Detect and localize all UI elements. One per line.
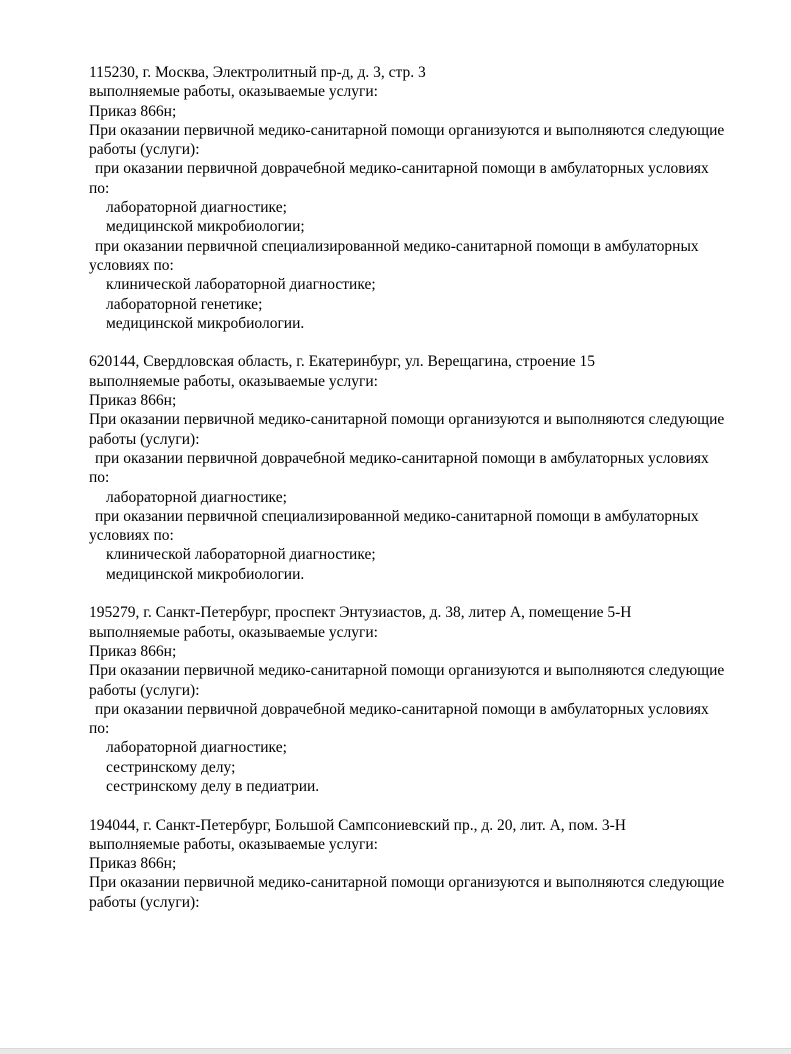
text-line: лабораторной диагностике; (106, 199, 287, 217)
text-line: Приказ 866н; (89, 102, 177, 120)
text-line: работы (услуги): (89, 430, 200, 448)
text-line: При оказании первичной медико-санитарной помощи организуются и выполняются следующие (89, 874, 725, 892)
text-line: лабораторной диагностике; (106, 739, 287, 757)
license-address-block (89, 63, 779, 333)
text-line: выполняемые работы, оказываемые услуги: (89, 623, 378, 641)
text-line: работы (услуги): (89, 141, 200, 159)
license-address-block (89, 603, 779, 796)
text-line: клинической лабораторной диагностике; (106, 546, 376, 564)
text-line: при оказании первичной специализированной медико-санитарной помощи в амбулаторных (95, 507, 699, 525)
address-line: 195279, г. Санкт-Петербург, проспект Энтузиастов, д. 38, литер А, помещение 5-Н (89, 604, 632, 622)
address-line: 620144, Свердловская область, г. Екатеринбург, ул. Верещагина, строение 15 (89, 353, 596, 371)
text-line: по: (89, 469, 110, 487)
text-line: сестринскому делу; (106, 758, 236, 776)
text-line: Приказ 866н; (89, 855, 177, 873)
text-line: при оказании первичной доврачебной медико-санитарной помощи в амбулаторных условиях (95, 160, 709, 178)
text-line: условиях по: (89, 527, 174, 545)
text-line: по: (89, 720, 110, 738)
text-line: клинической лабораторной диагностике; (106, 276, 376, 294)
text-line: условиях по: (89, 256, 174, 274)
license-address-block (89, 352, 779, 584)
text-line: При оказании первичной медико-санитарной помощи организуются и выполняются следующие (89, 121, 725, 139)
document-body (89, 63, 779, 912)
text-line: лабораторной диагностике; (106, 488, 287, 506)
text-line: работы (услуги): (89, 893, 200, 911)
text-line: при оказании первичной доврачебной медико-санитарной помощи в амбулаторных условиях (95, 449, 709, 467)
text-line: При оказании первичной медико-санитарной помощи организуются и выполняются следующие (89, 662, 725, 680)
text-line: выполняемые работы, оказываемые услуги: (89, 83, 378, 101)
text-line: Приказ 866н; (89, 642, 177, 660)
address-line: 115230, г. Москва, Электролитный пр-д, д. 3, стр. 3 (89, 64, 426, 81)
text-line: медицинской микробиологии; (106, 218, 305, 236)
license-address-block (89, 816, 779, 912)
text-line: по: (89, 179, 110, 197)
horizontal-scrollbar-track[interactable] (0, 1048, 791, 1054)
text-line: выполняемые работы, оказываемые услуги: (89, 835, 378, 853)
text-line: лабораторной генетике; (106, 295, 263, 313)
text-line: При оказании первичной медико-санитарной помощи организуются и выполняются следующие (89, 411, 725, 429)
text-line: сестринскому делу в педиатрии. (106, 777, 320, 795)
text-line: Приказ 866н; (89, 392, 177, 410)
text-line: медицинской микробиологии. (106, 565, 305, 583)
text-line: работы (услуги): (89, 681, 200, 699)
text-line: медицинской микробиологии. (106, 314, 305, 332)
address-line: 194044, г. Санкт-Петербург, Большой Сампсониевский пр., д. 20, лит. А, пом. 3-Н (89, 816, 626, 834)
text-line: выполняемые работы, оказываемые услуги: (89, 372, 378, 390)
text-line: при оказании первичной доврачебной медико-санитарной помощи в амбулаторных условиях (95, 700, 709, 718)
text-line: при оказании первичной специализированной медико-санитарной помощи в амбулаторных (95, 237, 699, 255)
